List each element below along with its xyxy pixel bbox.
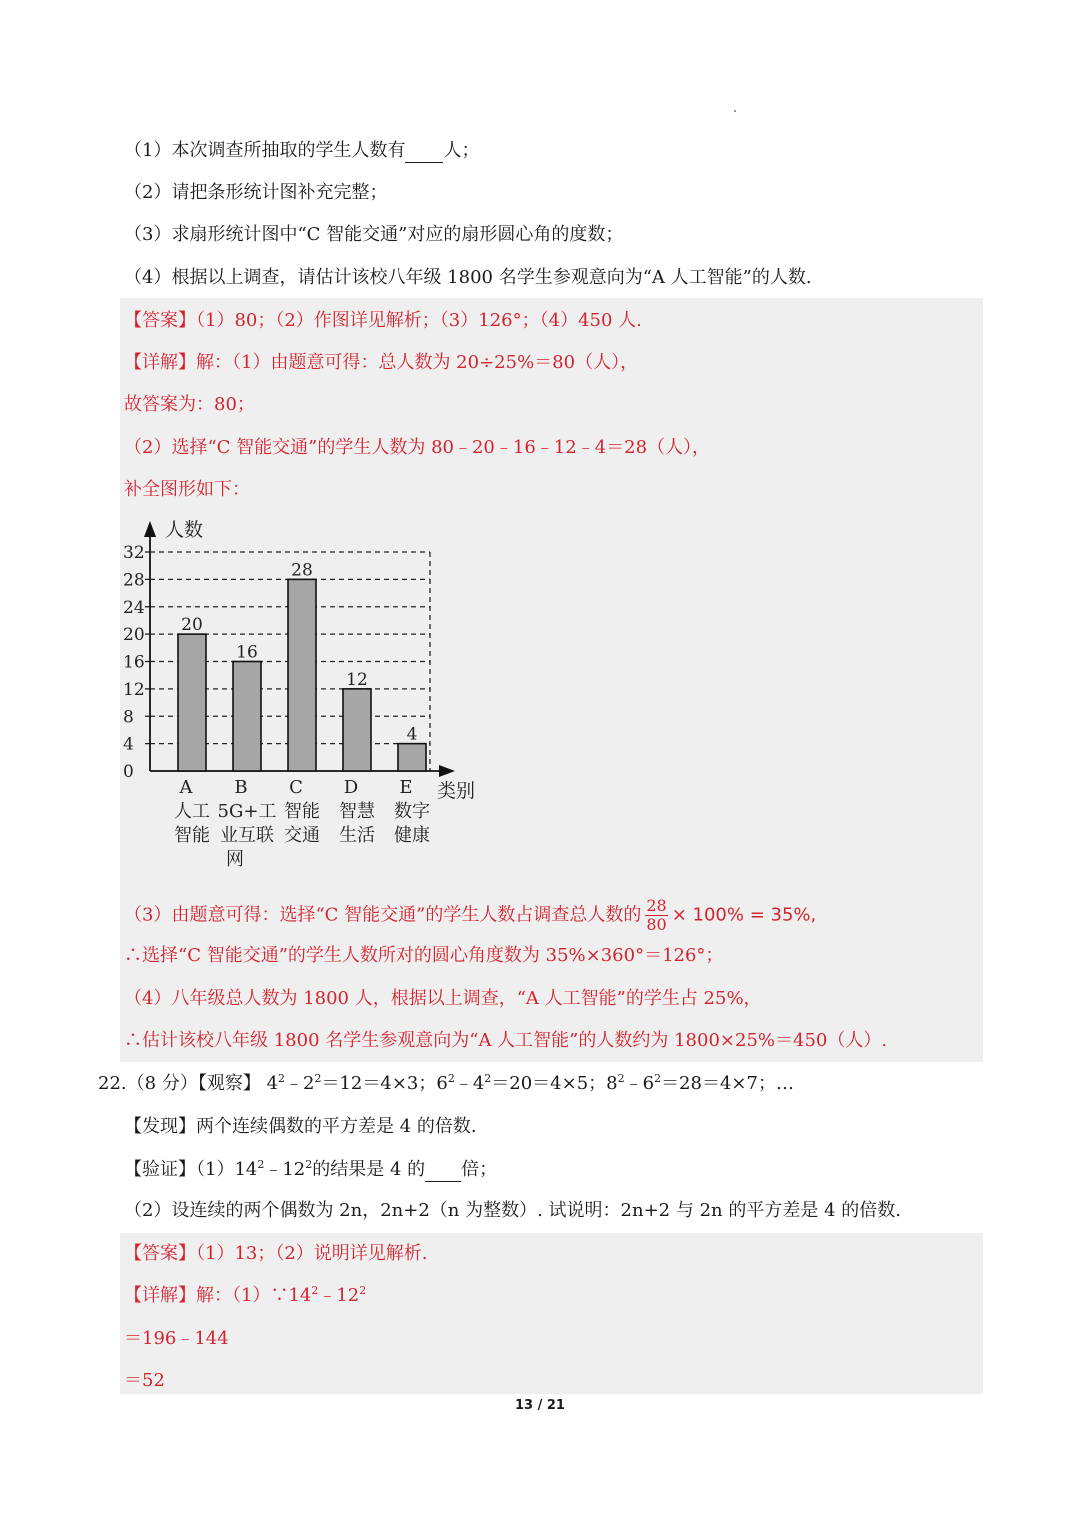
category-name: 数字 [394, 801, 430, 822]
category-name: 网 [226, 849, 244, 870]
answer-2-step-1: ＝196﹣144 [124, 1328, 229, 1349]
y-axis-arrow [144, 521, 156, 537]
bar-value-label: 20 [181, 615, 203, 636]
scan-speck [734, 110, 736, 112]
question-22-verify: 【验证】$(1)14^2﹣12^2$的结果是 4 的 倍； [124, 1158, 498, 1180]
observation-1: $4^2﹣2^2=12=4\times 3$； [266, 1072, 437, 1094]
question-1 [124, 138, 479, 163]
y-tick-label: 8 [123, 707, 134, 728]
question-2: （2）请把条形统计图补充完整； [124, 182, 388, 203]
y-tick-label: 16 [123, 652, 145, 673]
bar-c [288, 579, 316, 771]
y-tick-label: 12 [123, 679, 145, 700]
observation-3: $8^2﹣6^2=28=4\times 7$； [606, 1072, 776, 1094]
answer-1-detail-7: （4）八年级总人数为 1800 人，根据以上调查，“A 人工智能”的学生占 25%， [124, 988, 762, 1009]
category-label: D [343, 777, 359, 798]
fraction-numerator: 28 [646, 896, 667, 915]
category-name: 人工 [174, 801, 210, 822]
category-name: 业互联 [220, 825, 274, 846]
bar-value-label: 12 [346, 669, 368, 690]
bar-value-label: 4 [406, 724, 418, 745]
question-1-tail: 人； [443, 140, 480, 161]
bar-e [398, 744, 426, 771]
bar-value-label: 28 [291, 560, 313, 581]
answer-1-detail-2: 故答案为：80； [124, 394, 255, 415]
category-name: 智能 [284, 801, 320, 822]
question-number: 22. [98, 1073, 127, 1094]
y-tick-label: 32 [123, 543, 145, 563]
category-name: 健康 [394, 825, 430, 846]
answer-1-detail-5 [124, 897, 816, 934]
y-axis-label: 人数 [165, 519, 204, 541]
question-22-observe [98, 1072, 794, 1096]
fraction [645, 897, 667, 934]
bar-d [343, 689, 371, 771]
category-label: A [179, 777, 193, 798]
category-name: 智慧 [339, 801, 375, 822]
fraction-denominator: 80 [646, 915, 667, 934]
question-4: （4）根据以上调查，请估计该校八年级 1800 名学生参观意向为“A 人工智能”的人数. [124, 267, 812, 288]
answer-2-summary: 【答案】（1）13；（2）说明详见解析. [124, 1243, 428, 1264]
answer-1-detail-4: 补全图形如下： [124, 479, 250, 500]
question-22-part-2: （2）设连续的两个偶数为 2n，2n+2（n 为整数）. 试说明：2n+2 与 2n 的平方差是 4 的倍数. [124, 1200, 901, 1221]
bar-a [178, 634, 206, 771]
answer-1-detail-1: 【详解】解：（1）由题意可得：总人数为 20÷25%＝80（人）， [124, 352, 639, 373]
answer-1-detail-8: ∴估计该校八年级 1800 名学生参观意向为“A 人工智能”的人数约为 1800×25%＝450（人）. [124, 1030, 888, 1051]
y-tick-label: 24 [123, 597, 145, 618]
answer-blank [405, 138, 443, 163]
bar-b [233, 662, 261, 772]
question-3: （3）求扇形统计图中“C 智能交通”对应的扇形圆心角的度数； [124, 224, 624, 245]
answer-1-detail-6: ∴选择“C 智能交通”的学生人数所对的圆心角度数为 35%×360°＝126°； [124, 945, 724, 966]
ellipsis: … [775, 1073, 794, 1094]
y-tick-label: 4 [123, 734, 134, 755]
x-axis-label: 类别 [437, 780, 476, 802]
category-name: 生活 [339, 825, 375, 846]
category-label: B [234, 777, 248, 798]
category-name: 交通 [284, 825, 320, 846]
x-axis-arrow [439, 765, 455, 777]
answer-2-detail: 【详解】解：$(1)\because 14^2﹣12^2$ [124, 1284, 367, 1306]
y-tick-label: 28 [123, 570, 145, 591]
y-tick-label: 20 [123, 625, 145, 646]
observation-2: $6^2﹣4^2=20=4\times 5$； [436, 1072, 607, 1094]
category-name: 智能 [174, 825, 210, 846]
page-number: 13 / 21 [515, 1398, 565, 1413]
detail-5-result: × 100% = 35%, [671, 904, 817, 926]
question-1-text: （1）本次调查所抽取的学生人数有 [124, 140, 406, 161]
answer-blank [425, 1157, 461, 1182]
detail-5-text: （3）由题意可得：选择“C 智能交通”的学生人数占调查总人数的 [124, 904, 642, 926]
answer-2-step-2: ＝52 [124, 1370, 165, 1391]
answer-1-detail-3: （2）选择“C 智能交通”的学生人数为 80﹣20﹣16﹣12﹣4＝28（人）， [124, 437, 711, 458]
question-22-discover: 【发现】两个连续偶数的平方差是 4 的倍数. [124, 1116, 477, 1137]
bar-value-label: 16 [236, 642, 258, 663]
category-name: 5G+工 [217, 801, 277, 822]
answer-1-summary: 【答案】（1）80；（2）作图详见解析；（3）126°；（4）450 人. [124, 310, 642, 331]
bar-chart [110, 515, 490, 875]
category-label: C [289, 777, 303, 798]
question-score: （8 分）【观察】 [126, 1073, 261, 1094]
category-label: E [399, 777, 413, 798]
y-tick-label: 0 [123, 762, 134, 782]
